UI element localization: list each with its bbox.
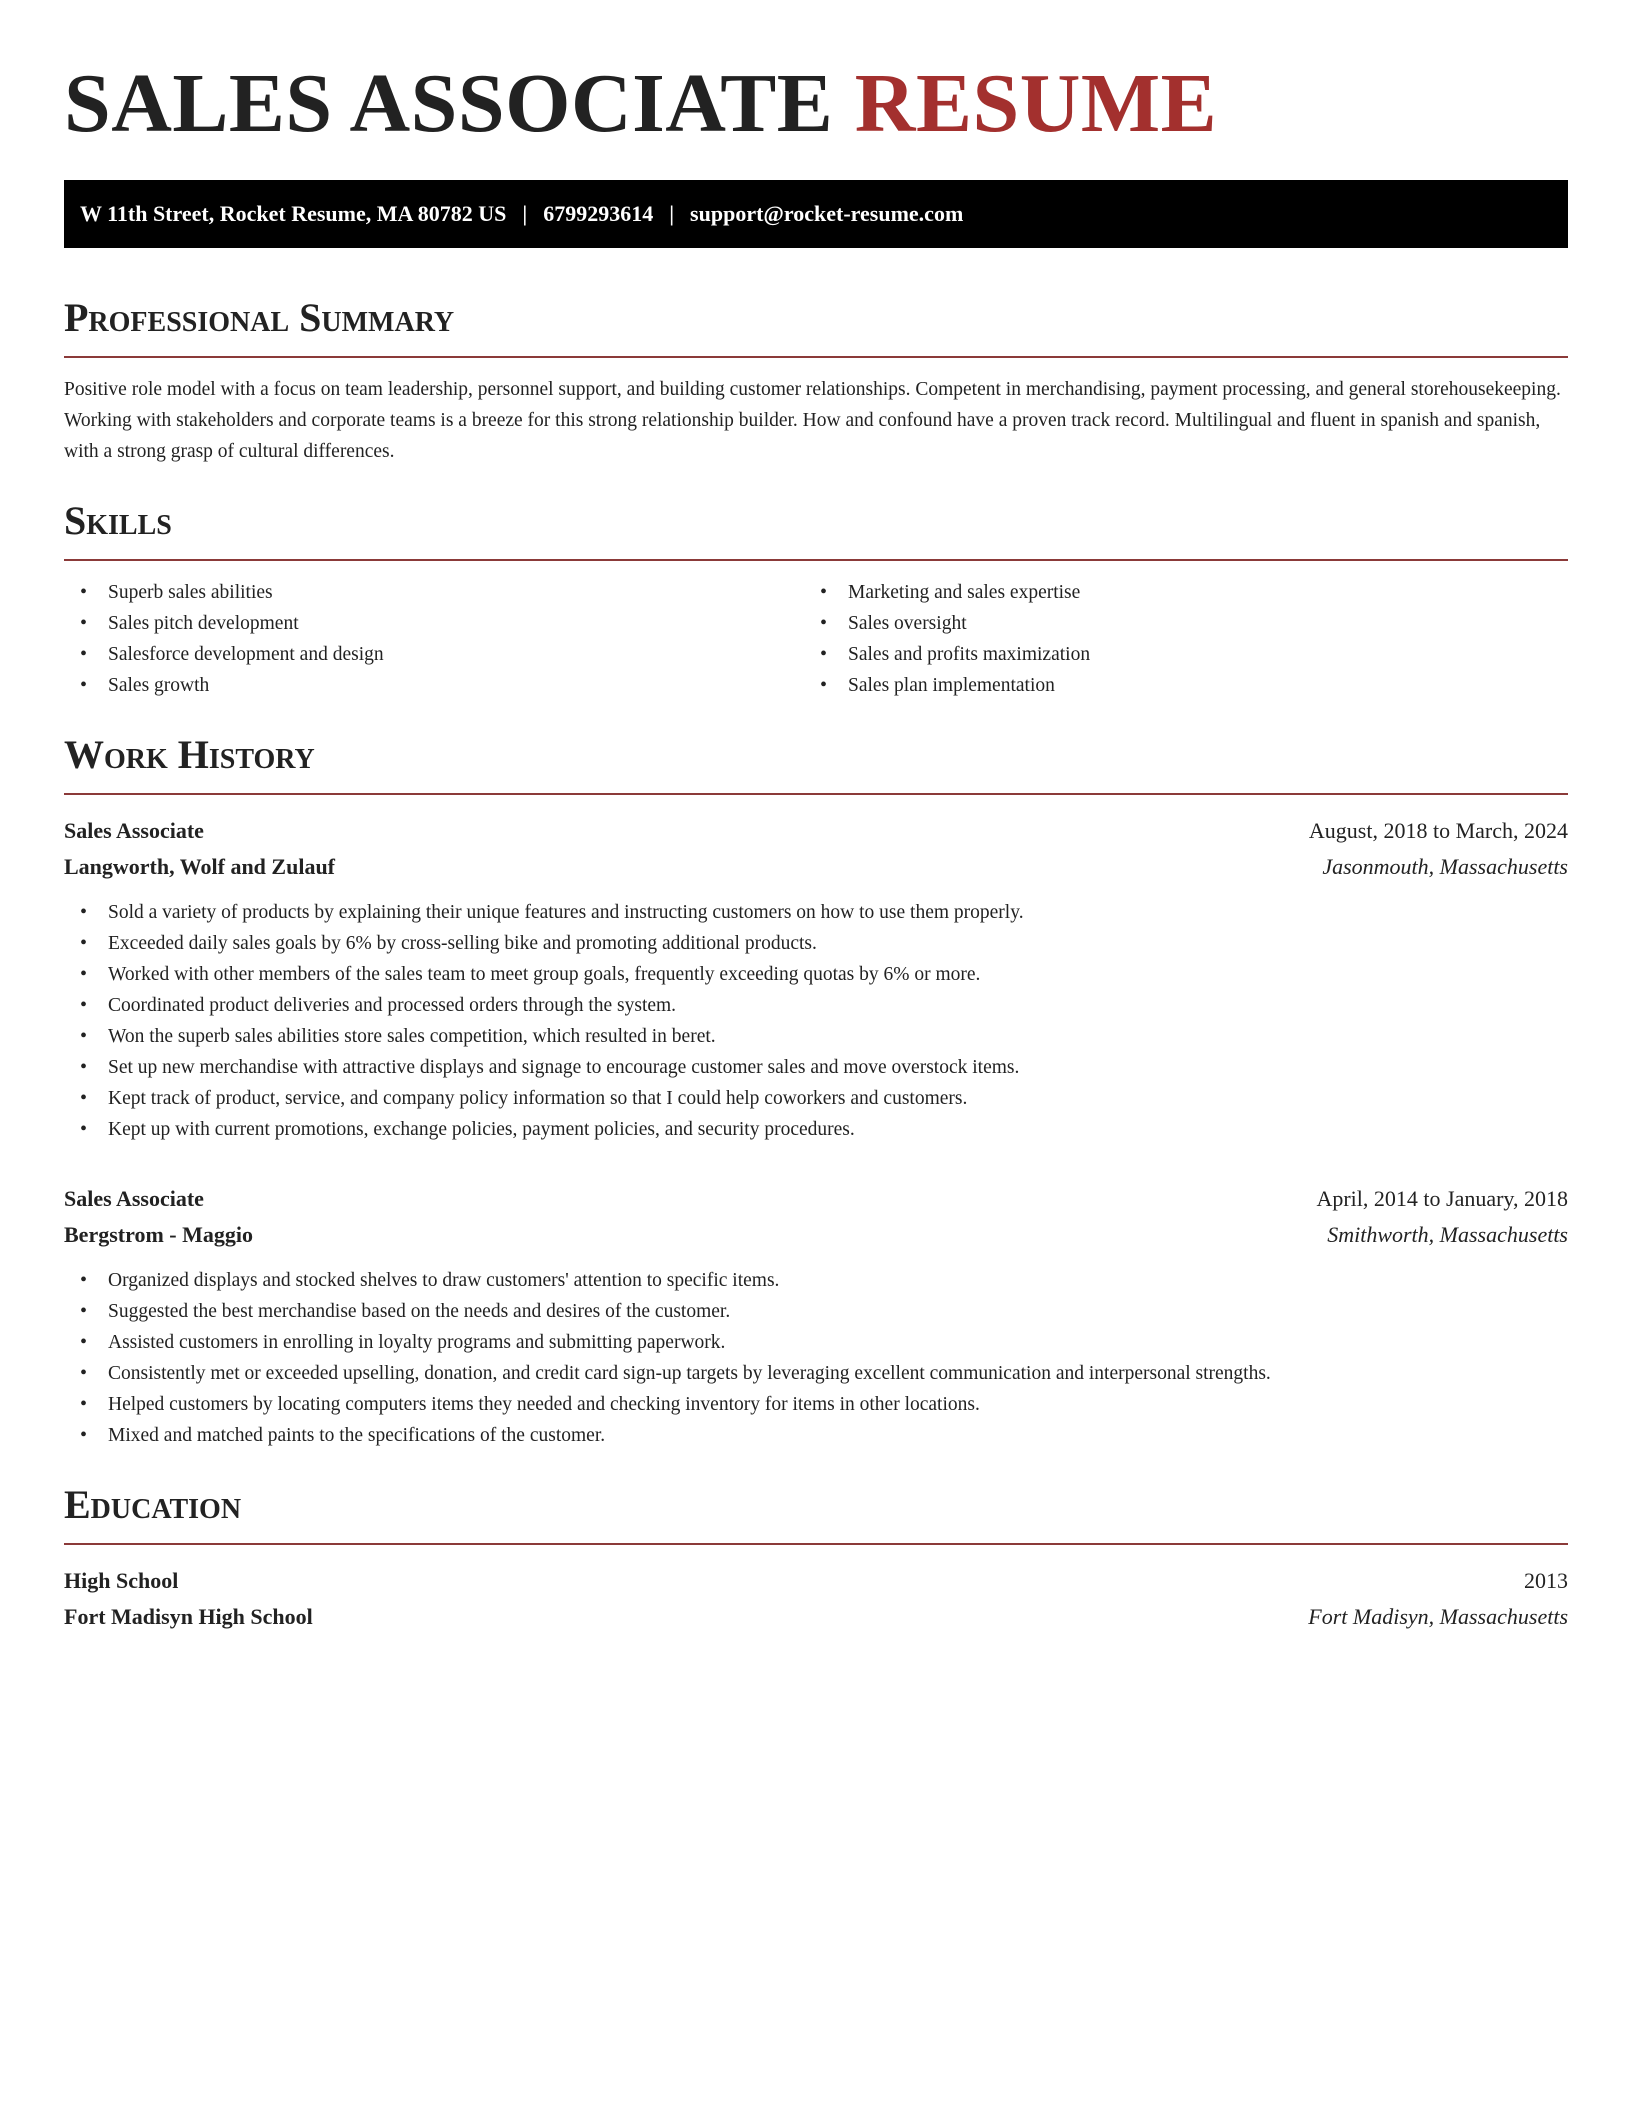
- job-entry: [64, 1181, 1568, 1451]
- skills-list: [64, 577, 1568, 701]
- education-school: Fort Madisyn High School: [64, 1604, 313, 1629]
- job-duty: • Consistently met or exceeded upselling, donation, and credit card sign-up targets by leveraging excellent communication and interpersonal strengths.: [64, 1358, 1568, 1389]
- job-dates: August, 2018 to March, 2024: [1308, 818, 1568, 843]
- contact-separator: |: [522, 201, 528, 226]
- education-header-row: [64, 1563, 1568, 1599]
- job-entry: [64, 813, 1568, 1145]
- skills-column-left: [64, 577, 804, 701]
- job-employer-row: [64, 849, 1568, 885]
- job-dates: April, 2014 to January, 2018: [1316, 1186, 1568, 1211]
- job-duties: [64, 1265, 1568, 1451]
- job-duty: • Worked with other members of the sales team to meet group goals, frequently exceeding quotas by 6% or more.: [64, 959, 1568, 990]
- job-duty: • Helped customers by locating computers items they needed and checking inventory for items in other locations.: [64, 1389, 1568, 1420]
- contact-address: W 11th Street, Rocket Resume, MA 80782 US: [80, 201, 507, 226]
- job-duty: • Won the superb sales abilities store sales competition, which resulted in beret.: [64, 1021, 1568, 1052]
- skill-item: • Marketing and sales expertise: [804, 577, 1544, 608]
- job-employer: Bergstrom - Maggio: [64, 1222, 253, 1247]
- education-location: Fort Madisyn, Massachusetts: [1308, 1604, 1568, 1629]
- education-entry: [64, 1563, 1568, 1635]
- resume-title: [64, 56, 1568, 152]
- skill-item: • Superb sales abilities: [64, 577, 804, 608]
- job-duty: • Organized displays and stocked shelves to draw customers' attention to specific items.: [64, 1265, 1568, 1296]
- education-year: 2013: [1524, 1568, 1568, 1593]
- job-duty: • Assisted customers in enrolling in loyalty programs and submitting paperwork.: [64, 1327, 1568, 1358]
- job-duty: • Suggested the best merchandise based on the needs and desires of the customer.: [64, 1296, 1568, 1327]
- education-heading: Education: [64, 1481, 1568, 1545]
- skill-item: • Sales and profits maximization: [804, 639, 1544, 670]
- skill-item: • Sales growth: [64, 670, 804, 701]
- title-accent: RESUME: [854, 57, 1218, 150]
- skill-item: • Sales pitch development: [64, 608, 804, 639]
- job-location: Jasonmouth, Massachusetts: [1322, 854, 1568, 879]
- skills-heading: Skills: [64, 497, 1568, 561]
- job-duty: • Kept up with current promotions, exchange policies, payment policies, and security procedures.: [64, 1114, 1568, 1145]
- contact-separator: |: [669, 201, 675, 226]
- summary-text: Positive role model with a focus on team leadership, personnel support, and building customer relationships. Competent in merchandising, payment processing, and general storehousekeeping. Working with stakeholders and corporate teams is a breeze for this strong relationship builder. How and confound have a proven track record. Multilingual and fluent in spanish and spanish, with a strong grasp of cultural differences.: [64, 379, 1561, 462]
- education-degree: High School: [64, 1568, 179, 1593]
- job-header-row: [64, 1181, 1568, 1217]
- job-duty: • Sold a variety of products by explaining their unique features and instructing customers on how to use them properly.: [64, 897, 1568, 928]
- skills-column-right: [804, 577, 1544, 701]
- skill-item: • Sales plan implementation: [804, 670, 1544, 701]
- job-duties: [64, 897, 1568, 1145]
- skill-item: • Sales oversight: [804, 608, 1544, 639]
- job-location: Smithworth, Massachusetts: [1327, 1222, 1568, 1247]
- contact-phone: 6799293614: [543, 201, 654, 226]
- contact-email: support@rocket-resume.com: [690, 201, 964, 226]
- job-duty: • Coordinated product deliveries and processed orders through the system.: [64, 990, 1568, 1021]
- job-employer: Langworth, Wolf and Zulauf: [64, 854, 336, 879]
- job-duty: • Exceeded daily sales goals by 6% by cross-selling bike and promoting additional products.: [64, 928, 1568, 959]
- summary-heading: Professional Summary: [64, 294, 1568, 358]
- job-employer-row: [64, 1217, 1568, 1253]
- contact-bar: [64, 180, 1568, 248]
- education-school-row: [64, 1599, 1568, 1635]
- skill-item: • Salesforce development and design: [64, 639, 804, 670]
- job-duty: • Kept track of product, service, and company policy information so that I could help coworkers and customers.: [64, 1083, 1568, 1114]
- job-duty: • Set up new merchandise with attractive displays and signage to encourage customer sales and move overstock items.: [64, 1052, 1568, 1083]
- work-history-heading: Work History: [64, 731, 1568, 795]
- job-role: Sales Associate: [64, 818, 204, 843]
- job-duty: • Mixed and matched paints to the specifications of the customer.: [64, 1420, 1568, 1451]
- job-header-row: [64, 813, 1568, 849]
- title-main: SALES ASSOCIATE: [64, 57, 834, 150]
- job-role: Sales Associate: [64, 1186, 204, 1211]
